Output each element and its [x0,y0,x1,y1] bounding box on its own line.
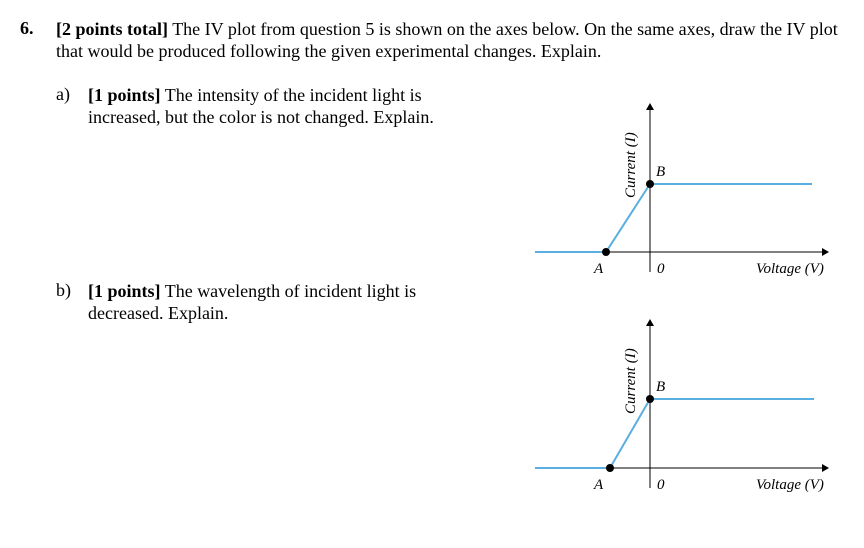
question-points: [2 points total] [56,19,168,39]
plot-b-point-b [646,395,654,403]
part-a-text: The intensity of the incident light is increased, but the color is not changed. Explain. [88,85,434,127]
plot-b-x-label: Voltage (V) [756,477,824,493]
part-a-points: [1 points] [88,85,161,105]
plot-a-b-label: B [656,164,666,180]
plot-a-y-label: Current (I) [623,132,639,198]
part-b-text: The wavelength of incident light is decreased. Explain. [88,281,417,323]
question-number: 6. [20,18,34,38]
part-a-label: a) [56,84,70,104]
plot-a-origin-label: 0 [657,261,665,277]
plot-b-a-label: A [594,477,604,493]
plot-a-x-label: Voltage (V) [756,261,824,277]
plot-b-y-label: Current (I) [623,348,639,414]
plot-b-iv-curve [535,399,814,468]
plot-b-point-a [606,464,614,472]
plot-b-origin-label: 0 [657,477,665,493]
plot-b-b-label: B [656,379,666,395]
plot-a-a-label: A [594,261,604,277]
part-b-points: [1 points] [88,281,161,301]
question-text: The IV plot from question 5 is shown on the axes below. On the same axes, draw the IV plot that would be produced following the given experimental changes. Explain. [56,19,838,61]
part-b-label: b) [56,280,71,300]
